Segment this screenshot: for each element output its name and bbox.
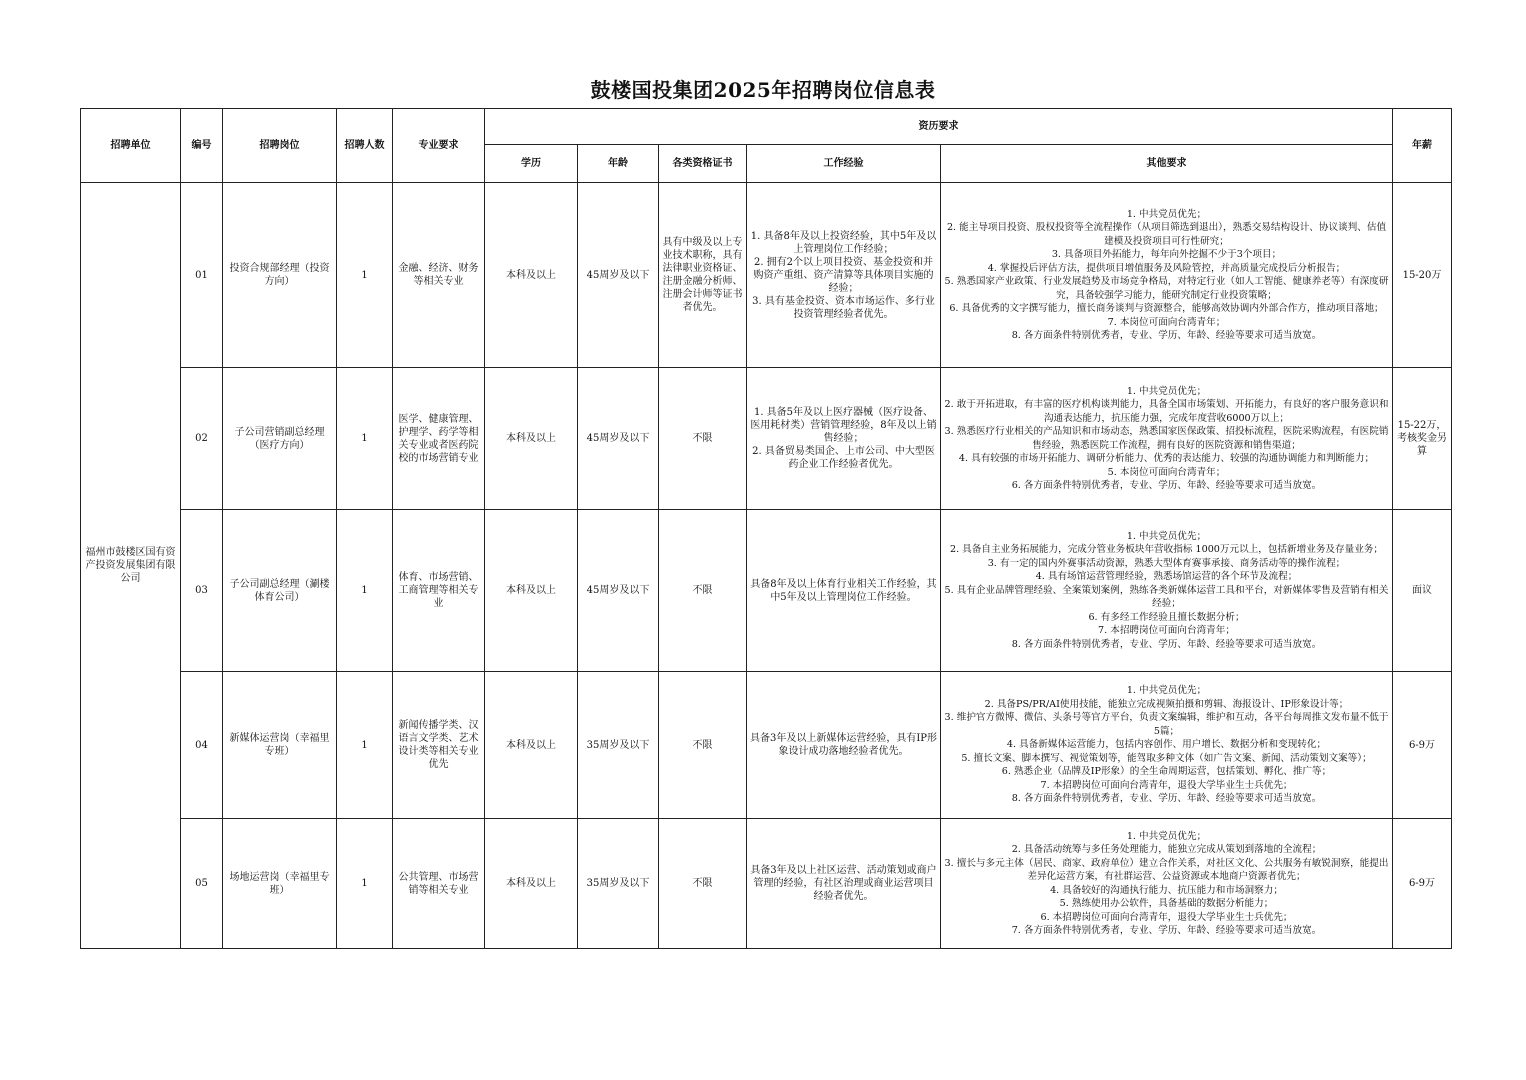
header-major: 专业要求: [393, 109, 485, 183]
cell-count: 1: [337, 510, 393, 672]
cell-other-requirements: [941, 510, 1393, 672]
requirement-item: 4. 具备较好的沟通执行能力、抗压能力和市场洞察力；: [1050, 884, 1283, 896]
header-salary: 年薪: [1393, 109, 1452, 183]
requirement-item: 2. 能主导项目投资、股权投资等全流程操作（从项目筛选到退出），熟悉交易结构设计、协议谈判、估值建模及投资项目可行性研究；: [946, 222, 1387, 247]
cell-other-requirements: [941, 183, 1393, 368]
cell-position: 场地运营岗（幸福里专班）: [223, 819, 337, 949]
requirement-item: 5. 擅长文案、脚本撰写、视觉策划等，能驾取多种文体（如广告文案、新闻、活动策划文案等）；: [961, 752, 1372, 764]
table-row: [81, 183, 1452, 368]
table-row: [81, 819, 1452, 949]
cell-unit: 福州市鼓楼区国有资产投资发展集团有限公司: [81, 183, 181, 949]
requirement-item: 3. 有一定的国内外赛事活动资源，熟悉大型体育赛事承接、商务活动等的操作流程；: [987, 557, 1346, 569]
requirement-item: 1. 中共党员优先；: [1126, 530, 1207, 542]
cell-experience: 1. 具备5年及以上医疗器械（医疗设备、医用耗材类）营销管理经验，8年及以上销售经验； 2. 具备贸易类国企、上市公司、中大型医药企业工作经验者优先。: [747, 368, 941, 510]
cell-age: 35周岁及以下: [578, 672, 659, 819]
cell-position: 新媒体运营岗（幸福里专班）: [223, 672, 337, 819]
requirement-item: 1. 中共党员优先；: [1126, 208, 1207, 220]
requirement-item: 4. 具有较强的市场开拓能力、调研分析能力、优秀的表达能力、较强的沟通协调能力和判断能力；: [958, 453, 1375, 464]
requirement-item: 2. 敢于开拓进取，有丰富的医疗机构谈判能力，具备全国市场策划、开拓能力，有良好的客户服务意识和沟通表达能力，抗压能力强，完成年度营收6000万以上；: [944, 399, 1389, 424]
header-certificate: 各类资格证书: [659, 145, 747, 183]
cell-salary: 15-20万: [1393, 183, 1452, 368]
requirement-item: 3. 熟悉医疗行业相关的产品知识和市场动态，熟悉国家医保政策、招投标流程，医院采购流程，有医院销售经验，熟悉医院工作流程，拥有良好的医院资源和销售渠道；: [944, 426, 1389, 451]
cell-experience: 1. 具备8年及以上投资经验，其中5年及以上管理岗位工作经验； 2. 拥有2个以上项目投资、基金投资和并购资产重组、资产清算等具体项目实施的经验； 3. 具有基金投资、资本市场运作、多行业投资管理经验者优先。: [747, 183, 941, 368]
table-row: [81, 368, 1452, 510]
cell-count: 1: [337, 368, 393, 510]
requirement-item: 6. 各方面条件特别优秀者，专业、学历、年龄、经验等要求可适当放宽。: [1011, 480, 1322, 491]
cell-education: 本科及以上: [485, 672, 578, 819]
cell-education: 本科及以上: [485, 819, 578, 949]
cell-other-requirements: [941, 368, 1393, 510]
requirement-item: 6. 具备优秀的文字撰写能力，擅长商务谈判与资源整合，能够高效协调内外部合作方，推动项目落地；: [949, 303, 1384, 314]
cell-position: 子公司副总经理（涮楼体育公司）: [223, 510, 337, 672]
cell-id: 03: [181, 510, 223, 672]
header-education: 学历: [485, 145, 578, 183]
cell-certificate: 不限: [659, 819, 747, 949]
requirement-item: 3. 维护官方微博、微信、头条号等官方平台，负责文案编辑，维护和互动，各平台每周推文发布量不低于5篇；: [944, 712, 1389, 737]
cell-position: 投资合规部经理（投资方向）: [223, 183, 337, 368]
cell-certificate: 不限: [659, 368, 747, 510]
cell-experience: 具备8年及以上体育行业相关工作经验，其中5年及以上管理岗位工作经验。: [747, 510, 941, 672]
requirement-item: 6. 本招聘岗位可面向台湾青年，退役大学毕业生士兵优先；: [1040, 911, 1293, 923]
cell-education: 本科及以上: [485, 183, 578, 368]
requirement-item: 1. 中共党员优先；: [1126, 685, 1207, 697]
cell-age: 45周岁及以下: [578, 510, 659, 672]
cell-major: 公共管理、市场营销等相关专业: [393, 819, 485, 949]
requirement-item: 4. 具备新媒体运营能力，包括内容创作、用户增长、数据分析和变现转化；: [1006, 739, 1327, 751]
requirement-item: 5. 本岗位可面向台湾青年；: [1107, 466, 1226, 478]
cell-age: 35周岁及以下: [578, 819, 659, 949]
requirement-item: 8. 各方面条件特别优秀者，专业、学历、年龄、经验等要求可适当放宽。: [1011, 793, 1322, 805]
cell-position: 子公司营销副总经理（医疗方向）: [223, 368, 337, 510]
header-age: 年龄: [578, 145, 659, 183]
cell-certificate: 不限: [659, 672, 747, 819]
cell-education: 本科及以上: [485, 368, 578, 510]
header-qualification: 资历要求: [485, 109, 1393, 145]
header-other: 其他要求: [941, 145, 1393, 183]
page-title: 鼓楼国投集团2025年招聘岗位信息表: [590, 78, 936, 102]
recruitment-table: [80, 108, 1452, 949]
requirement-item: 7. 各方面条件特别优秀者，专业、学历、年龄、经验等要求可适当放宽。: [1011, 925, 1322, 936]
cell-id: 01: [181, 183, 223, 368]
cell-salary: 6-9万: [1393, 819, 1452, 949]
requirement-item: 8. 各方面条件特别优秀者，专业、学历、年龄、经验等要求可适当放宽。: [1011, 638, 1322, 650]
requirement-item: 6. 有多经工作经验且擅长数据分析；: [1088, 611, 1245, 623]
cell-age: 45周岁及以下: [578, 183, 659, 368]
requirement-item: 3. 具备项目外拓能力，每年向外挖掘不少于3个项目；: [1051, 249, 1282, 260]
requirement-item: 7. 本招聘岗位可面向台湾青年；: [1098, 625, 1235, 637]
requirement-item: 5. 熟练使用办公软件，具备基础的数据分析能力；: [1059, 898, 1274, 909]
requirement-item: 4. 掌握投后评估方法，提供项目增值服务及风险管控，并高质量完成投后分析报告；: [987, 262, 1346, 274]
cell-age: 45周岁及以下: [578, 368, 659, 510]
cell-count: 1: [337, 183, 393, 368]
cell-id: 02: [181, 368, 223, 510]
cell-major: 医学、健康管理、护理学、药学等相关专业或者医药院校的市场营销专业: [393, 368, 485, 510]
cell-major: 新闻传播学类、汉语言文学类、艺术设计类等相关专业优先: [393, 672, 485, 819]
cell-other-requirements: [941, 672, 1393, 819]
header-unit: 招聘单位: [81, 109, 181, 183]
cell-id: 05: [181, 819, 223, 949]
requirement-item: 5. 熟悉国家产业政策、行业发展趋势及市场竞争格局，对特定行业（如人工智能、健康养老等）有深度研究，具备较强学习能力，能研究制定行业投资策略；: [944, 276, 1389, 301]
header-experience: 工作经验: [747, 145, 941, 183]
cell-experience: 具备3年及以上新媒体运营经验，具有IP形象设计成功落地经验者优先。: [747, 672, 941, 819]
cell-id: 04: [181, 672, 223, 819]
header-position: 招聘岗位: [223, 109, 337, 183]
requirement-item: 4. 具有场馆运营管理经验，熟悉场馆运营的各个环节及流程；: [1035, 571, 1298, 583]
cell-count: 1: [337, 819, 393, 949]
requirement-item: 1. 中共党员优先；: [1126, 830, 1207, 842]
header-count: 招聘人数: [337, 109, 393, 183]
cell-major: 金融、经济、财务等相关专业: [393, 183, 485, 368]
cell-education: 本科及以上: [485, 510, 578, 672]
requirement-item: 3. 擅长与多元主体（居民、商家、政府单位）建立合作关系，对社区文化、公共服务有敏锐洞察，能提出差异化运营方案，有社群运营、公益资源或本地商户资源者优先；: [944, 857, 1389, 882]
cell-salary: 6-9万: [1393, 672, 1452, 819]
table-row: [81, 672, 1452, 819]
table-row: [81, 510, 1452, 672]
cell-major: 体育、市场营销、工商管理等相关专业: [393, 510, 485, 672]
requirement-item: 6. 熟悉企业（品牌及IP形象）的全生命周期运营，包括策划、孵化、推广等；: [1001, 766, 1332, 778]
cell-experience: 具备3年及以上社区运营、活动策划或商户管理的经验，有社区治理或商业运营项目经验者优先。: [747, 819, 941, 949]
requirement-item: 1. 中共党员优先；: [1126, 385, 1207, 397]
requirement-item: 7. 本招聘岗位可面向台湾青年，退役大学毕业生士兵优先；: [1040, 779, 1293, 791]
requirement-item: 5. 具有企业品牌管理经验、全案策划案例，熟练各类新媒体运营工具和平台，对新媒体零售及营销有相关经验；: [944, 584, 1389, 610]
requirement-item: 2. 具备活动统筹与多任务处理能力，能独立完成从策划到落地的全流程；: [1011, 844, 1322, 855]
requirement-item: 8. 各方面条件特别优秀者，专业、学历、年龄、经验等要求可适当放宽。: [1011, 330, 1322, 341]
requirement-item: 2. 具备自主业务拓展能力，完成分管业务板块年营收指标 1000万元以上，包括新增业务及存量业务；: [949, 544, 1383, 556]
header-id: 编号: [181, 109, 223, 183]
requirement-item: 2. 具备PS/PR/AI使用技能，能独立完成视频拍摄和剪辑、海报设计、IP形象设计等；: [984, 698, 1349, 710]
requirement-item: 7. 本岗位可面向台湾青年；: [1107, 316, 1226, 328]
cell-other-requirements: [941, 819, 1393, 949]
cell-count: 1: [337, 672, 393, 819]
cell-certificate: 不限: [659, 510, 747, 672]
cell-salary: 面议: [1393, 510, 1452, 672]
cell-certificate: 具有中级及以上专业技术职称，具有法律职业资格证、注册金融分析师、注册会计师等证书者优先。: [659, 183, 747, 368]
cell-salary: 15-22万，考核奖金另算: [1393, 368, 1452, 510]
